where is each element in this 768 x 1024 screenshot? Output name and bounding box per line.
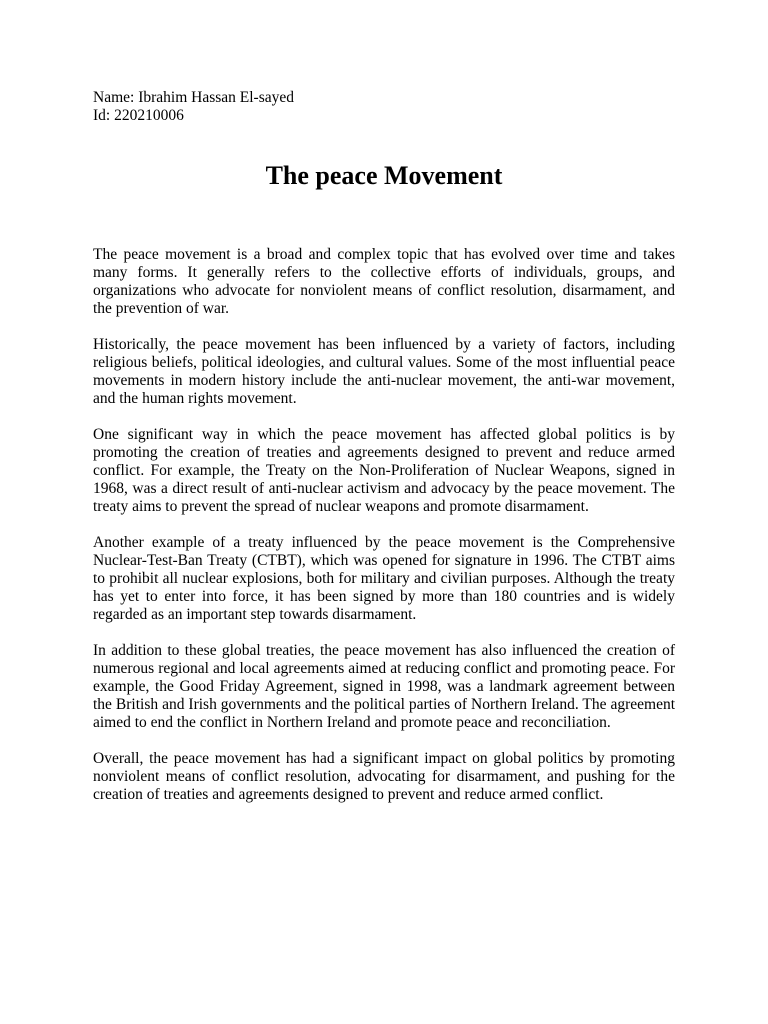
paragraph-conclusion: Overall, the peace movement has had a significant impact on global politics by promoting nonviolent means of conflict resolution, advocating for disarmament, and pushing for the creation of treaties and agreements designed to prevent and reduce armed conflict. (93, 750, 675, 803)
paragraph-ctbt: Another example of a treaty influenced by the peace movement is the Comprehensive Nuclear-Test-Ban Treaty (CTBT), which was opened for signature in 1996. The CTBT aims to prohibit all nuclear explosions, both for military and civilian purposes. Although the treaty has yet to enter into force, it has been signed by more than 180 countries and is widely regarded as an important step towards disarmament. (93, 534, 675, 623)
paragraph-history: Historically, the peace movement has been influenced by a variety of factors, including religious beliefs, political ideologies, and cultural values. Some of the most influential peace movements in modern history include the anti-nuclear movement, the anti-war movement, and the human rights movement. (93, 336, 675, 407)
paragraph-intro: The peace movement is a broad and complex topic that has evolved over time and takes many forms. It generally refers to the collective efforts of individuals, groups, and organizations who advocate for nonviolent means of conflict resolution, disarmament, and the prevention of war. (93, 246, 675, 317)
author-name: Name: Ibrahim Hassan El-sayed (93, 89, 295, 106)
document-body (93, 246, 675, 822)
paragraph-npt: One significant way in which the peace movement has affected global politics is by promoting the creation of treaties and agreements designed to prevent and reduce armed conflict. For example, the Treaty on the Non-Proliferation of Nuclear Weapons, signed in 1968, was a direct result of anti-nuclear activism and advocacy by the peace movement. The treaty aims to prevent the spread of nuclear weapons and promote disarmament. (93, 426, 675, 515)
author-id: Id: 220210006 (93, 107, 184, 124)
paragraph-regional: In addition to these global treaties, the peace movement has also influenced the creation of numerous regional and local agreements aimed at reducing conflict and promoting peace. For example, the Good Friday Agreement, signed in 1998, was a landmark agreement between the British and Irish governments and the political parties of Northern Ireland. The agreement aimed to end the conflict in Northern Ireland and promote peace and reconciliation. (93, 642, 675, 731)
document-title: The peace Movement (265, 161, 503, 190)
author-header (93, 89, 693, 125)
